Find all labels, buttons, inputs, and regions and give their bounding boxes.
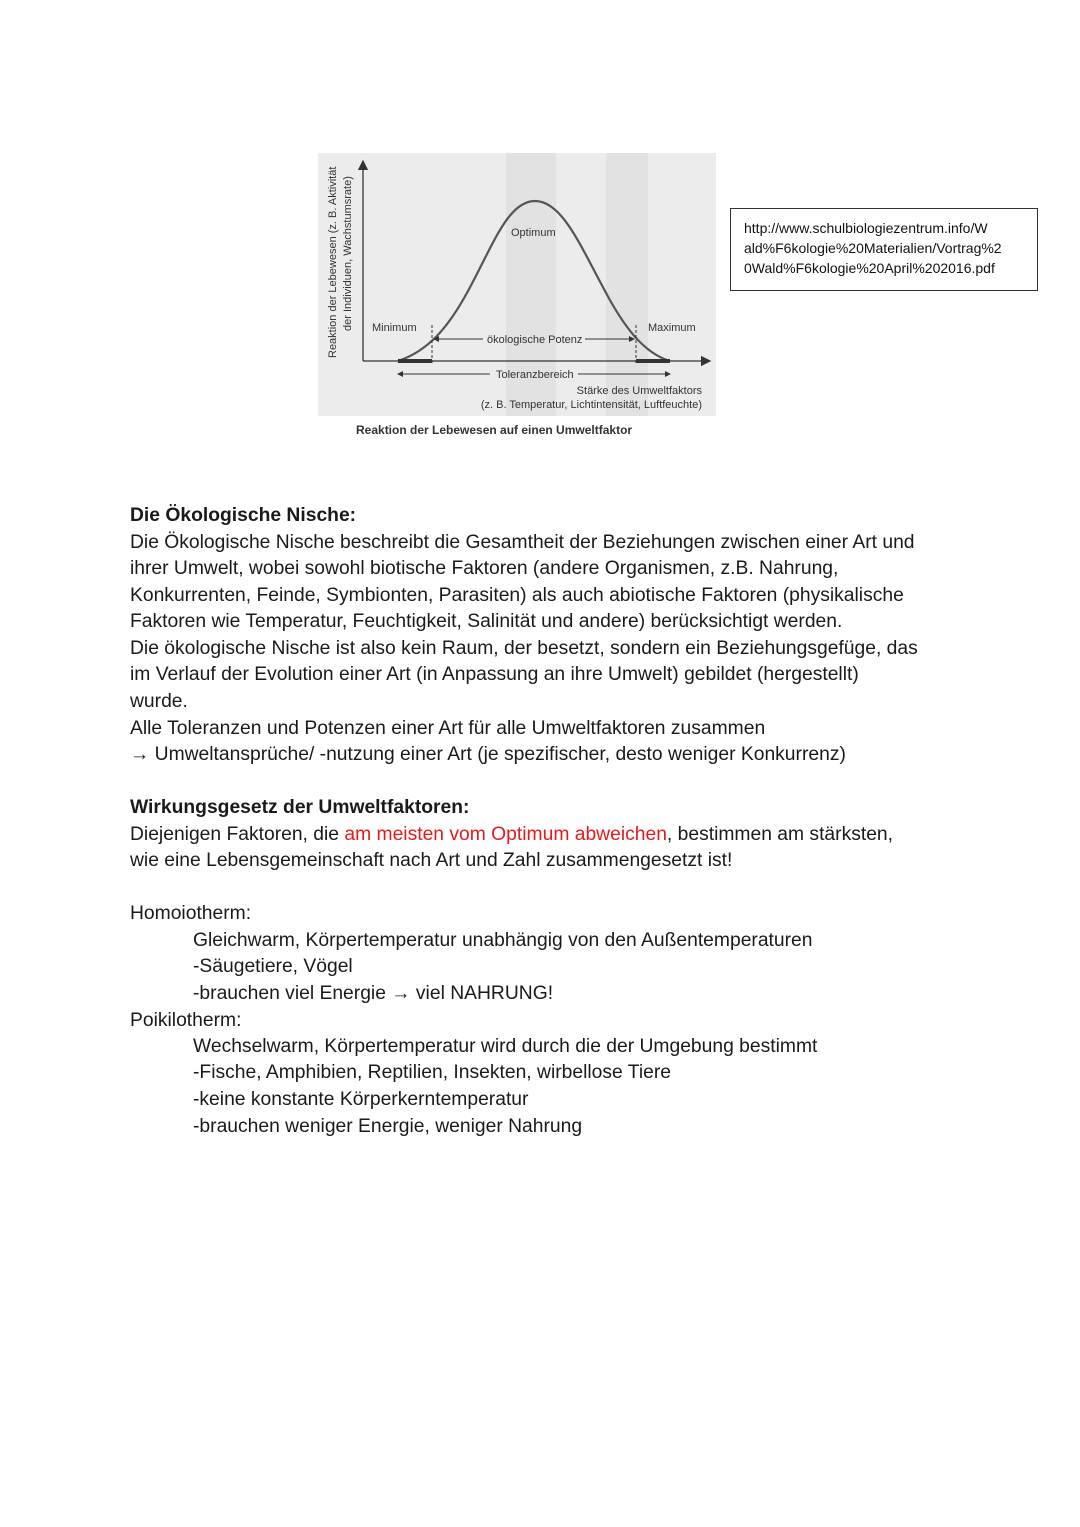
tolerance-curve-svg xyxy=(318,153,716,416)
homoiotherm-line: Gleichwarm, Körpertemperatur unabhängig von den Außentemperaturen xyxy=(193,930,813,951)
source-url-line-1: http://www.schulbiologiezentrum.info/W xyxy=(744,220,988,236)
x-axis-label-2: (z. B. Temperatur, Lichtintensität, Luftfeuchte) xyxy=(480,399,702,411)
nische-text-line: ihrer Umwelt, wobei sowohl biotische Faktoren (andere Organismen, z.B. Nahrung, xyxy=(130,558,839,579)
optimum-label: Optimum xyxy=(511,227,556,239)
poikilotherm-title: Poikilotherm: xyxy=(130,1010,242,1031)
section-heading-wirkungsgesetz: Wirkungsgesetz der Umweltfaktoren: xyxy=(130,797,470,818)
toleranz-label: Toleranzbereich xyxy=(496,369,574,381)
nische-text-line: Konkurrenten, Feinde, Symbionten, Parasiten) als auch abiotische Faktoren (physikalische xyxy=(130,585,904,606)
wirkungsgesetz-text-part: , bestimmen am stärksten, xyxy=(666,824,894,845)
nische-text-line: Faktoren wie Temperatur, Feuchtigkeit, Salinität und andere) berücksichtigt werden. xyxy=(130,611,843,632)
homoiotherm-title: Homoiotherm: xyxy=(130,903,252,924)
wirkungsgesetz-text-line: wie eine Lebensgemeinschaft nach Art und Zahl zusammengesetzt ist! xyxy=(130,850,733,871)
source-url-line-3: 0Wald%F6kologie%20April%202016.pdf xyxy=(744,260,995,276)
nische-text-line: Die Ökologische Nische beschreibt die Gesamtheit der Beziehungen zwischen einer Art und xyxy=(130,532,915,553)
nische-text-line: im Verlauf der Evolution einer Art (in Anpassung an ihre Umwelt) gebildet (hergestellt) xyxy=(130,664,859,685)
y-axis-label-1: Reaktion der Lebewesen (z. B. Aktivität xyxy=(327,166,339,358)
maximum-label: Maximum xyxy=(648,322,696,334)
figure-caption: Reaktion der Lebewesen auf einen Umweltfaktor xyxy=(356,423,633,437)
wirkungsgesetz-text-line xyxy=(130,824,893,846)
nische-text-line: wurde. xyxy=(130,691,188,712)
tolerance-curve-figure xyxy=(318,153,716,416)
potenz-label: ökologische Potenz xyxy=(487,334,583,346)
wirkungsgesetz-text-part: Diejenigen Faktoren, die xyxy=(130,824,345,845)
nische-text-line: → Umweltansprüche/ -nutzung einer Art (je spezifischer, desto weniger Konkurrenz) xyxy=(130,744,846,765)
nische-text-line: Die ökologische Nische ist also kein Raum, der besetzt, sondern ein Beziehungsgefüge, das xyxy=(130,638,918,659)
minimum-label: Minimum xyxy=(372,322,417,334)
x-axis-label-1: Stärke des Umweltfaktors xyxy=(576,385,702,397)
poikilotherm-line: -keine konstante Körperkerntemperatur xyxy=(193,1089,529,1110)
poikilotherm-line: Wechselwarm, Körpertemperatur wird durch die der Umgebung bestimmt xyxy=(193,1036,818,1057)
poikilotherm-line: -brauchen weniger Energie, weniger Nahrung xyxy=(193,1116,583,1137)
section-heading-nische: Die Ökologische Nische: xyxy=(130,505,357,526)
source-box xyxy=(730,208,1038,291)
poikilotherm-line: -Fische, Amphibien, Reptilien, Insekten, wirbellose Tiere xyxy=(193,1062,671,1083)
homoiotherm-line: -Säugetiere, Vögel xyxy=(193,956,353,977)
source-url-line-2: ald%F6kologie%20Materialien/Vortrag%2 xyxy=(744,240,1002,256)
y-axis-label-2: der Individuen, Wachstumsrate) xyxy=(342,176,354,331)
nische-text-line: Alle Toleranzen und Potenzen einer Art für alle Umweltfaktoren zusammen xyxy=(130,718,766,739)
wirkungsgesetz-highlight: am meisten vom Optimum abweichen xyxy=(344,824,667,845)
homoiotherm-line: -brauchen viel Energie → viel NAHRUNG! xyxy=(193,983,554,1004)
